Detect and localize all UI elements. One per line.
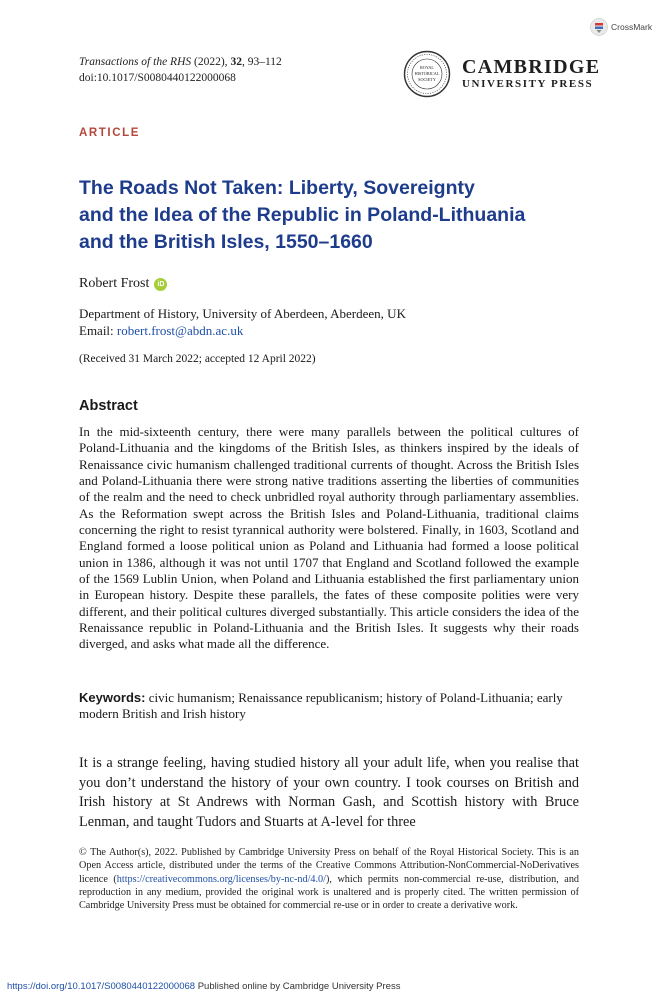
- royal-historical-society-seal-icon: [403, 50, 451, 98]
- title-line-1: The Roads Not Taken: Liberty, Sovereignty: [79, 177, 475, 199]
- email-label: Email:: [79, 323, 117, 338]
- keywords: [79, 690, 579, 723]
- footer-doi-link[interactable]: https://doi.org/10.1017/S0080440122000068: [7, 981, 196, 992]
- page-footer: [7, 981, 400, 992]
- journal-pages: , 93–112: [241, 56, 282, 68]
- article-title: [79, 175, 619, 256]
- publisher-line-1: CAMBRIDGE: [462, 56, 601, 78]
- article-doi[interactable]: doi:10.1017/S0080440122000068: [79, 72, 236, 84]
- author-affiliation: [79, 305, 406, 339]
- journal-year: (2022),: [191, 56, 231, 68]
- title-line-2: and the Idea of the Republic in Poland-Lithuania: [79, 204, 526, 226]
- orcid-icon[interactable]: iD: [154, 278, 167, 291]
- abstract-text: In the mid-sixteenth century, there were many parallels between the political cultures of Poland-Lithuania and the kingdoms of the British Isles, as thinkers inspired by the ideals of Renaissance civic humanism challenged traditional currents of thought. Across the British Isles and Poland-Lithuania there were strong native traditions asserting the liberties of communities of the realm and the need to check unbridled royal authority through parliamentary assemblies. As the Reformation swept across the British Isles and Poland-Lithuania, traditional claims concerning the right to resist tyrannical authority were bolstered. Finally, in 1603, Scotland and England formed a loose political union as Poland and Lithuania had formed a loose political union in 1386, although it was not until 1707 that England and Scotland followed the example of the 1569 Lublin Union, when Poland and Lithuania established the first parliamentary union in European history. Despite these parallels, the fates of these composite polities were very different, and their political cultures diverged substantially. This article considers the idea of the Renaissance republic in Poland-Lithuania and the British Isles. It suggests why their roads diverged, and asks what made all the difference.: [79, 424, 579, 652]
- license-link[interactable]: https://creativecommons.org/licenses/by-nc-nd/4.0/: [116, 873, 326, 885]
- crossmark-label: CrossMark: [611, 22, 653, 32]
- publisher-logo: [462, 56, 600, 91]
- author-name: Robert Frost: [79, 276, 150, 291]
- license-text-before: © The Author(s), 2022. Published by Cambridge University Press on behalf of the Royal Historical Society. This is an Open Access article, distributed under the terms of the Creative Commons Attribution-NonCommercial-NoDerivatives licence (: [79, 847, 579, 885]
- footer-published: Published online by Cambridge University Press: [195, 981, 401, 992]
- journal-volume: 32: [230, 56, 242, 68]
- received-dates: (Received 31 March 2022; accepted 12 April 2022): [79, 353, 316, 365]
- email-link[interactable]: robert.frost@abdn.ac.uk: [116, 323, 244, 338]
- keywords-list: civic humanism; Renaissance republicanism; history of Poland-Lithuania; early modern British and Irish history: [79, 690, 563, 722]
- journal-citation: [79, 54, 282, 86]
- journal-name: Transactions of the RHS: [79, 56, 192, 68]
- author-line: [79, 276, 167, 292]
- title-line-3: and the British Isles, 1550–1660: [79, 231, 373, 253]
- abstract-heading: Abstract: [79, 398, 138, 414]
- crossmark-icon: [590, 18, 608, 36]
- department: Department of History, University of Aberdeen, Aberdeen, UK: [79, 306, 406, 321]
- crossmark-badge[interactable]: [590, 16, 660, 38]
- publisher-line-2: UNIVERSITY PRESS: [462, 78, 594, 90]
- license-text-after: ), which permits non-commercial re-use, distribution, and reproduction in any medium, provided the original work is unaltered and is properly cited. The written permission of Cambridge University Press must be obtained for commercial re-use or in order to create a derivative work.: [79, 873, 580, 912]
- seal-text-2: HISTORICAL: [414, 71, 440, 76]
- seal-text-3: SOCIETY: [418, 77, 436, 82]
- license-notice: [79, 846, 579, 912]
- body-paragraph: It is a strange feeling, having studied history all your adult life, when you realise that you don’t understand the history of your own country. I took courses on British and Irish history at St Andrews with Norman Gash, and Scottish history with Bruce Lenman, and taught Tudors and Stuarts at A-level for three: [79, 755, 579, 830]
- seal-text-1: ROYAL: [420, 65, 434, 70]
- keywords-label: Keywords:: [79, 690, 146, 705]
- article-type-label: ARTICLE: [79, 127, 141, 139]
